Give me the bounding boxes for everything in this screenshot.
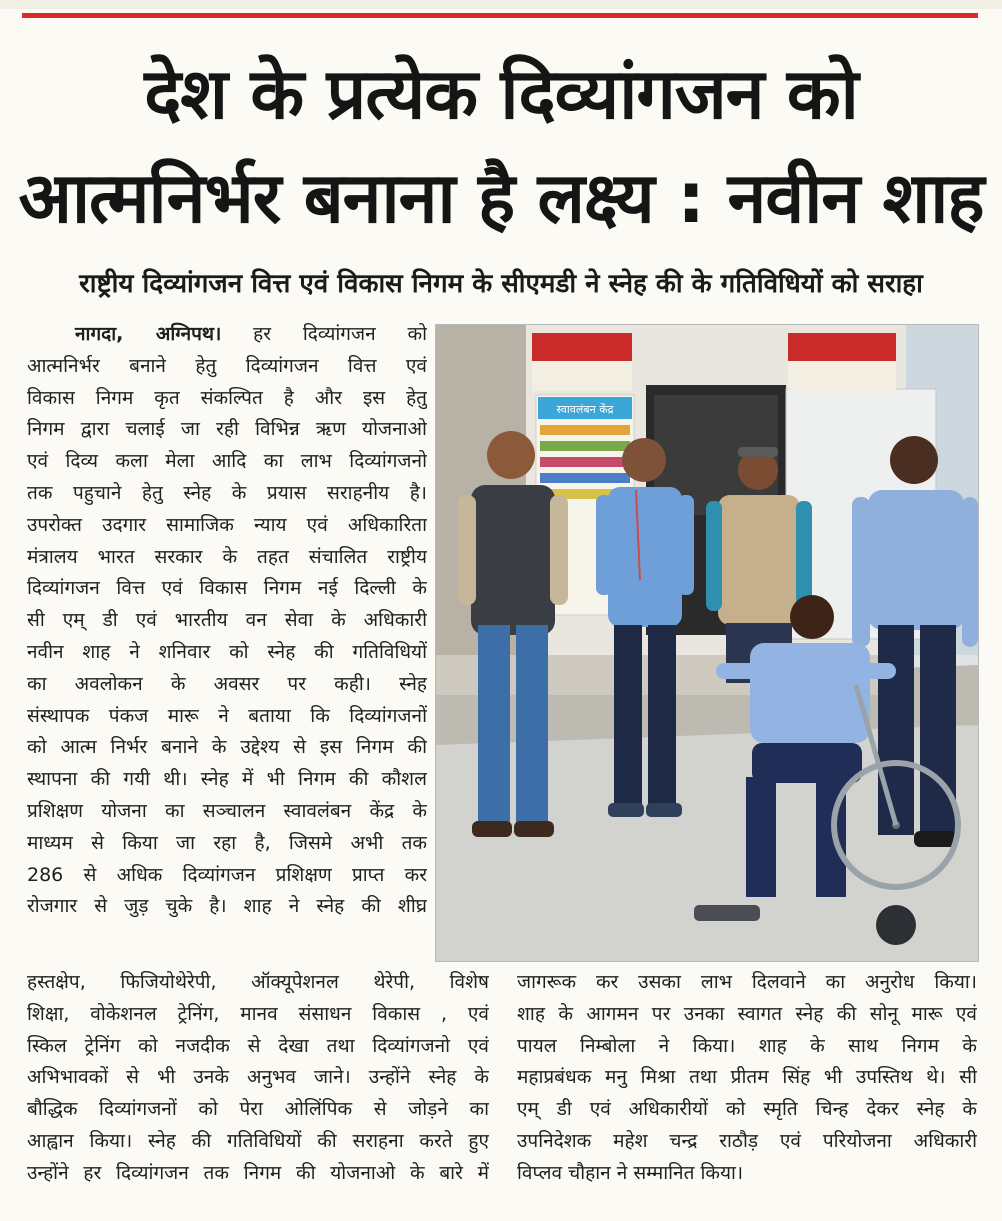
article-column-3	[517, 967, 977, 1190]
article-line: मंत्रालय भारत सरकार के तहत संचालित राष्ट्रीय	[27, 545, 427, 568]
article-line: उपनिदेशक महेश चन्द्र राठौड़ एवं परियोजना अधिकारी	[517, 1129, 977, 1152]
article-line: नागदा, अग्निपथ। हर दिव्यांगजन को	[75, 323, 427, 345]
article-line: एवं दिव्य कला मेला आदि का लाभ दिव्यांगजनो	[27, 450, 427, 473]
paper-top-strip	[0, 0, 1002, 9]
article-line: दिव्यांगजन वित्त एवं विकास निगम नई दिल्ली के	[27, 577, 427, 600]
article-column-1	[27, 319, 427, 923]
headline-line-2: आत्मनिर्भर बनाना है लक्ष्य : नवीन शाह	[18, 157, 984, 239]
article-line: विकास निगम कृत संकल्पित है और इस हेतु	[27, 386, 427, 409]
dateline: नागदा, अग्निपथ।	[75, 323, 222, 345]
news-photo	[435, 324, 979, 962]
article-line: उन्होंने हर दिव्यांगजन तक निगम की योजनाओ के बारे में	[27, 1161, 489, 1184]
article-line: को आत्म निर्भर बनाने के उद्देश्य से इस निगम की	[27, 736, 427, 759]
article-line: तक पहुचाने हेतु स्नेह के प्रयास सराहनीय है।	[27, 481, 427, 504]
article-line: माध्यम से किया जा रहा है, जिसमे अभी तक	[27, 831, 427, 854]
article-line: स्किल ट्रेनिंग को नजदीक से देखा तथा दिव्यांगजनो एवं	[27, 1034, 489, 1057]
article-line: सी एम् डी एवं भारतीय वन सेवा के अधिकारी	[27, 609, 427, 632]
article-line: संस्थापक पंकज मारू ने बताया कि दिव्यांगजनों	[27, 704, 427, 727]
article-line: महाप्रबंधक मनु मिश्रा तथा प्रीतम सिंह भी उपस्तिथ थे। सी	[517, 1066, 977, 1089]
subheadline: राष्ट्रीय दिव्यांगजन वित्त एवं विकास निगम के सीएमडी ने स्नेह की के गतिविधियों को सराहा	[79, 269, 923, 299]
article-line: एम् डी एवं अधिकारीयों को स्मृति चिन्ह देकर स्नेह के	[517, 1098, 977, 1121]
article-line: निगम द्वारा चलाई जा रही विभिन्न ऋण योजनाओ	[27, 418, 427, 441]
article-line: हस्तक्षेप, फिजियोथेरेपी, ऑक्यूपेशनल थेरेपी, विशेष	[27, 971, 489, 993]
sign-text: स्वावलंबन केंद्र	[556, 403, 614, 416]
article-line: बौद्धिक दिव्यांगजनों को पेरा ओलिंपिक से जोड़ने का	[27, 1098, 489, 1121]
article-line: आह्वान किया। स्नेह की गतिविधियों की सराहना करते हुए	[27, 1129, 489, 1152]
article-line: नवीन शाह ने शनिवार को स्नेह की गतिविधियों	[27, 640, 427, 663]
article-line: रोजगार से जुड़ चुके है। शाह ने स्नेह की शीघ्र	[27, 895, 427, 918]
headline-line-1: देश के प्रत्येक दिव्यांगजन को	[144, 53, 858, 135]
article-line: पायल निम्बोला ने किया। शाह के साथ निगम के	[517, 1034, 977, 1057]
article-line: अभिभावकों से भी उनके अनुभव जाने। उन्होंने स्नेह के	[27, 1066, 489, 1089]
article-line: 286 से अधिक दिव्यांगजन प्रशिक्षण प्राप्त कर	[27, 863, 427, 886]
article-line: शिक्षा, वोकेशनल ट्रेनिंग, मानव संसाधन विकास , एवं	[27, 1002, 489, 1025]
article-line: शाह के आगमन पर उनका स्वागत स्नेह की सोनू मारू एवं	[517, 1002, 977, 1025]
article-column-2	[27, 967, 489, 1190]
article-line: जागरूक कर उसका लाभ दिलवाने का अनुरोध किया।	[517, 971, 977, 993]
article-line: विप्लव चौहान ने सम्मानित किया।	[517, 1161, 744, 1184]
red-rule	[22, 13, 978, 18]
photo-illustration	[436, 325, 978, 961]
article-line: उपरोक्त उदगार सामाजिक न्याय एवं अधिकारिता	[27, 513, 427, 536]
article-line: स्थापना की गयी थी। स्नेह में भी निगम की कौशल	[27, 768, 427, 791]
article-line: आत्मनिर्भर बनाने हेतु दिव्यांगजन वित्त एवं	[27, 354, 427, 377]
article-line: प्रशिक्षण योजना का सञ्चालन स्वावलंबन केंद्र के	[27, 799, 427, 822]
article-line: का अवलोकन के अवसर पर कही। स्नेह	[27, 672, 427, 695]
